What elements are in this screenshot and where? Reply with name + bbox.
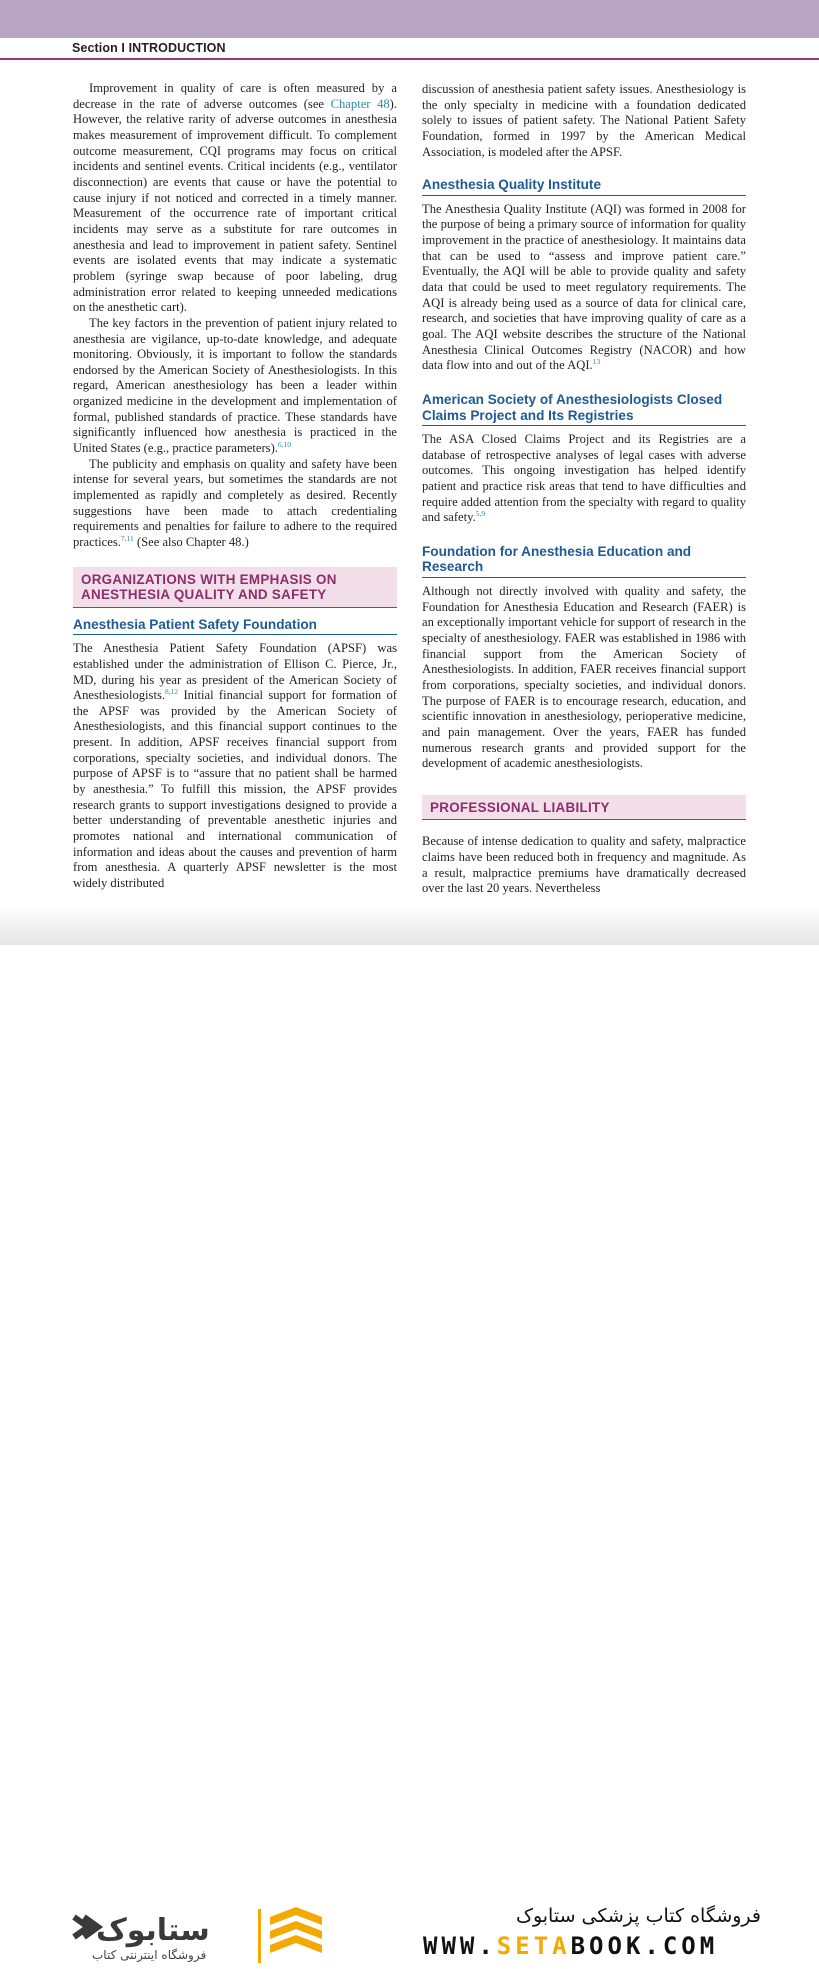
paragraph: Although not directly involved with quality and safety, the Foundation for Anesthesia Education and Research (FAER) is an exceptionally important vehicle for support of research in the specialty of anesthesiology. FAER was established in 1986 with financial support from the American Society of Anesthesiologists. In addition, FAER receives financial support from corporations, specialty societies, and individual donors. The purpose of FAER is to encourage research, education, and scientific innovation in anesthesiology, perioperative medicine, and pain management. Over the years, FAER has funded numerous research grants and provided support for the development of academic anesthesiologists.	[422, 583, 746, 771]
left-column	[73, 81, 397, 892]
right-column	[422, 82, 746, 897]
text: The ASA Closed Claims Project and its Registries are a database of retrospective analyses of legal cases with adverse outcomes. This ongoing investigation has helped identify patient and practice risk areas that tend to have difficulties and require added attention from the specialty with regard to quality and safety.	[422, 432, 746, 525]
text: The Anesthesia Patient Safety Foundation (APSF) was established under the administration of Ellison C. Pierce, Jr., MD, during his year as president of the American Society of Anesthesiologists.	[73, 641, 397, 703]
paragraph	[422, 202, 746, 374]
header-rule	[0, 58, 819, 60]
paragraph: discussion of anesthesia patient safety issues. Anesthesiology is the only specialty in medicine with a foundation dedicated solely to issues of patient safety. The National Patient Safety Foundation, formed in 1997 by the American Medical Association, is modeled after the APSF.	[422, 82, 746, 159]
citation-ref[interactable]: 7,11	[120, 534, 134, 544]
logo-wordmark: ستابوک	[96, 1913, 210, 1948]
shop-url[interactable]	[423, 1932, 718, 1960]
paragraph	[73, 81, 397, 316]
paragraph	[73, 641, 397, 892]
subsection-heading: Anesthesia Quality Institute	[422, 177, 746, 196]
subsection-heading: Foundation for Anesthesia Education and Research	[422, 544, 746, 578]
subsection-heading: American Society of Anesthesiologists Closed Claims Project and Its Registries	[422, 392, 746, 426]
citation-ref[interactable]: 13	[592, 357, 601, 367]
text: The key factors in the prevention of patient injury related to anesthesia are vigilance, up-to-date knowledge, and adequate monitoring. Obviously, it is important to follow the standards endorsed by the American Society of Anesthesiologists. In this regard, American anesthesiology has been a leader within organized medicine in the development and implementation of formal, published standards of practice. These standards have significantly influenced how anesthesia is practiced in the United States (e.g., practice parameters).	[73, 315, 397, 456]
text: Initial financial support for formation of the APSF was provided by the American Society of Anesthesiologists, and this financial support continues to the present. In addition, APSF receives financial support from corporations, specialty societies, and individual donors. The purpose of APSF is to “assure that no patient shall be harmed by anesthesia.” To fulfill this mission, the APSF provides research grants to support investigations designed to provide a better understanding of preventable anesthetic injuries and promotes national and international communication of information and ideas about the causes and prevention of harm from anesthesia. A quarterly APSF newsletter is the most widely distributed	[73, 688, 397, 891]
paragraph	[73, 316, 397, 457]
footer-banner	[0, 945, 819, 1962]
top-color-band	[0, 0, 819, 38]
citation-ref[interactable]: 8,12	[165, 687, 179, 697]
section-heading: ORGANIZATIONS WITH EMPHASIS ON ANESTHESIA QUALITY AND SAFETY	[73, 567, 397, 608]
running-head: Section I INTRODUCTION	[72, 41, 226, 55]
shop-name: فروشگاه کتاب پزشکی ستابوک	[515, 1905, 761, 1927]
url-highlight: SETA	[496, 1932, 571, 1960]
text: Improvement in quality of care is often measured by a decrease in the rate of adverse outcomes (see	[73, 81, 397, 111]
text: ). However, the relative rarity of adverse outcomes in anesthesia makes measurement of improvement difficult. To complement outcome measurement, CQI programs may focus on critical incidents and sentinel events. Critical incidents (e.g., ventilator disconnection) are events that cause or have the potential to cause injury if not noticed and corrected in a timely manner. Measurement of the occurrence rate of important critical incidents may serve as a substitute for rare outcomes in anesthesia and lead to improvement in patient safety. Sentinel events are isolated events that may indicate a systematic problem (syringe swap because of poor labeling, drug administration error related to keeping unneeded medications on the anesthetic cart).	[73, 96, 398, 315]
scan-fade	[0, 905, 819, 945]
paragraph: Because of intense dedication to quality and safety, malpractice claims have been reduced both in frequency and magnitude. As a result, malpractice premiums have dramatically decreased over the last 20 years. Nevertheless	[422, 834, 746, 896]
paragraph	[422, 432, 746, 526]
subsection-heading: Anesthesia Patient Safety Foundation	[73, 617, 397, 636]
logo-subtitle: فروشگاه اینترنتی کتاب	[92, 1948, 207, 1962]
text: The publicity and emphasis on quality and safety have been intense for several years, but sometimes the standards are not implemented as rapidly and completely as desired. Recently suggestions have been made to attach credentialing requirements and penalties for failure to adhere to the required practices.	[73, 456, 397, 550]
text: (See also Chapter 48.)	[133, 535, 249, 550]
chapter-link[interactable]: Chapter 48	[330, 96, 390, 111]
text: The Anesthesia Quality Institute (AQI) was formed in 2008 for the purpose of being a primary source of information for quality improvement in the practice of anesthesiology. It maintains data that can be used to “assess and improve patient care.” Eventually, the AQI will be able to provide quality and safety data that could be used to meet regulatory requirements. The AQI is already being used as a source of data for clinical care, research, and societies that have improving quality of care as a goal. The AQI website describes the structure of the National Anesthesia Clinical Outcomes Registry (NACOR) and how data flow into and out of the AQI.	[422, 201, 746, 373]
section-heading: PROFESSIONAL LIABILITY	[422, 795, 746, 821]
citation-ref[interactable]: 6,10	[277, 440, 292, 450]
citation-ref[interactable]: 5,9	[475, 509, 486, 519]
url-part: WWW.	[423, 1932, 497, 1960]
paragraph	[73, 457, 397, 551]
url-part: BOOK.COM	[570, 1932, 719, 1960]
